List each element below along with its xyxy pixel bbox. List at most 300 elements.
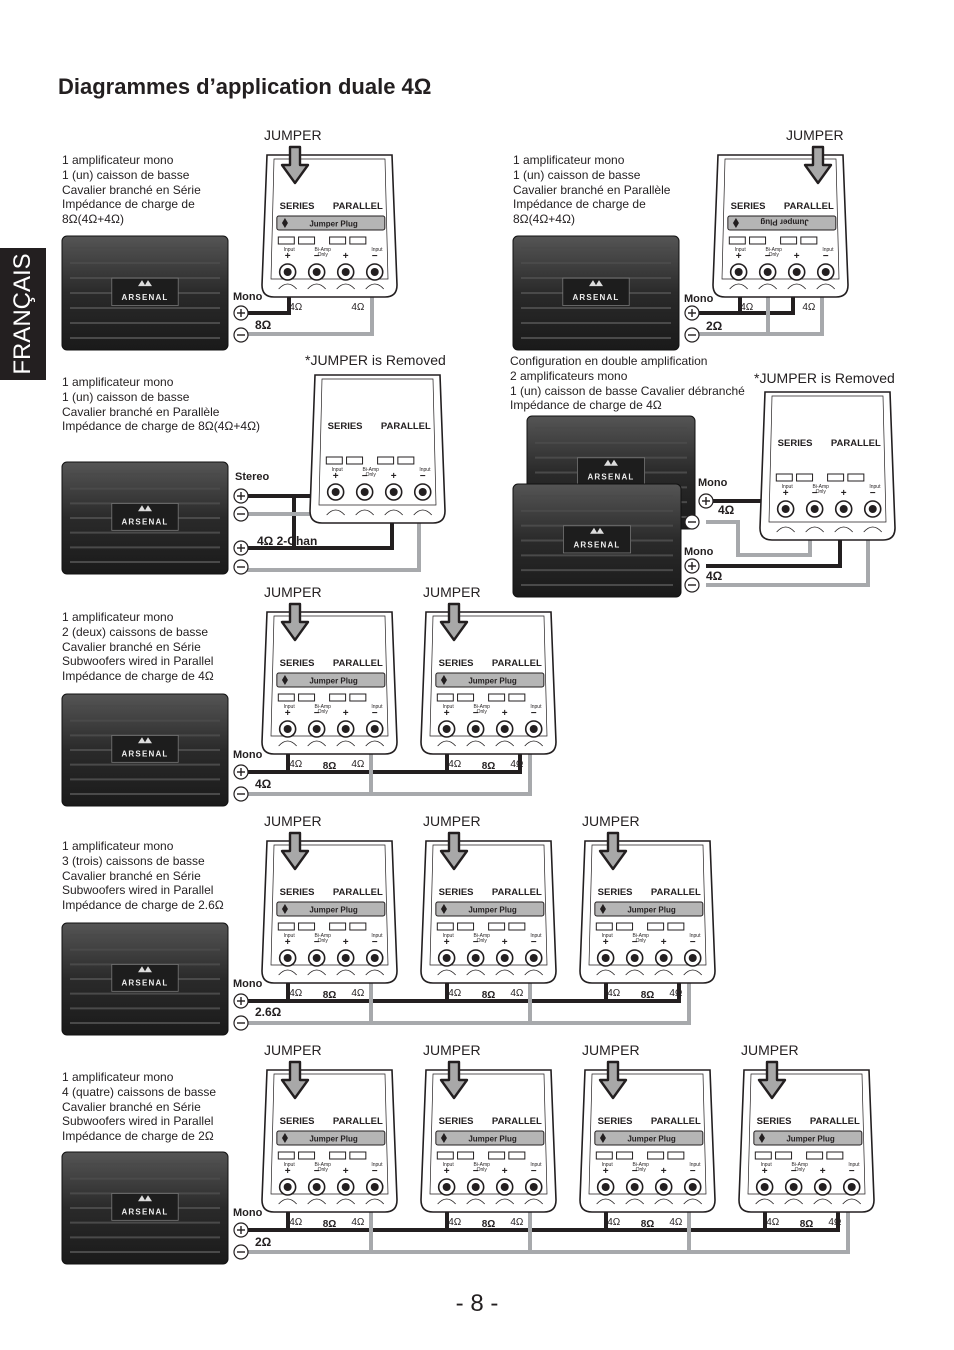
jumper-socket (776, 474, 792, 481)
binding-post-center (811, 505, 819, 513)
polarity-label: + (735, 251, 742, 262)
binding-post-center (869, 505, 877, 513)
input-label: Input (371, 704, 383, 710)
only-label: Only (768, 252, 779, 258)
diagram-description: 1 amplificateur mono 4 (quatre) caissons de basse Cavalier branché en Série Subwoofers wired in Parallel Impédance de charge de 2Ω (62, 1070, 217, 1144)
jumper-socket (458, 694, 474, 701)
polarity-label: − (822, 251, 829, 262)
mono-label: Mono (233, 1207, 263, 1219)
jumper-socket (648, 1152, 664, 1159)
jumper-socket (347, 457, 363, 464)
only-label: Only (476, 709, 487, 715)
polarity-label: + (342, 708, 349, 719)
binding-post-center (443, 1183, 451, 1191)
polarity-label: + (284, 708, 291, 719)
only-label: Only (317, 938, 328, 944)
jumper-plug-label: Jumper Plug (309, 1134, 358, 1144)
amplifier (62, 1152, 228, 1264)
input-label: Input (689, 1162, 701, 1168)
binding-post-center (332, 488, 340, 496)
binding-post-center (342, 725, 350, 733)
binding-post-center (501, 725, 509, 733)
parallel-label: PARALLEL (650, 887, 701, 898)
load-impedance: 8Ω (255, 318, 272, 332)
polarity-label: − (313, 1166, 320, 1177)
subwoofer-terminal-panel (262, 1070, 397, 1212)
polarity-label: − (689, 1166, 696, 1177)
coil-impedance: 4Ω (289, 988, 303, 999)
polarity-label: + (501, 1166, 508, 1177)
binding-post-center (840, 505, 848, 513)
jumper-label: JUMPER (264, 813, 322, 829)
polarity-label: + (782, 488, 789, 499)
input-label: Input (371, 247, 383, 253)
panel-outline (760, 392, 895, 540)
jumper-socket (489, 923, 505, 930)
brand-label: ARSENAL (587, 472, 635, 482)
polarity-label: + (501, 937, 508, 948)
load-impedance: 4Ω (706, 569, 723, 583)
jumper-removed-note: *JUMPER is Removed (305, 352, 446, 368)
coil-impedance: 4Ω (828, 1217, 842, 1228)
jumper-socket (729, 237, 745, 244)
sub-impedance: 8Ω (799, 1219, 814, 1230)
jumper-label: JUMPER (423, 1042, 481, 1058)
jumper-socket (776, 1152, 792, 1159)
series-label: SERIES (597, 887, 633, 898)
polarity-label: + (342, 937, 349, 948)
series-label: SERIES (730, 201, 766, 212)
diagram-description: 1 amplificateur mono 2 (deux) caissons de basse Cavalier branché en Série Subwoofers wired in Parallel Impédance de charge de 4Ω (62, 610, 214, 684)
polarity-label: − (472, 1166, 479, 1177)
only-label: Only (317, 1167, 328, 1173)
page-number: - 8 - (455, 1290, 499, 1317)
jumper-socket (299, 1152, 315, 1159)
diagram-description: 1 amplificateur mono 3 (trois) caissons de basse Cavalier branché en Série Subwoofers wired in Parallel Impédance de charge de 2.6Ω (62, 839, 224, 913)
jumper-removed-note: *JUMPER is Removed (754, 370, 895, 386)
parallel-label: PARALLEL (380, 421, 431, 432)
binding-post-center (472, 1183, 480, 1191)
jumper-socket (398, 457, 414, 464)
jumper-socket (350, 694, 366, 701)
polarity-label: − (371, 708, 378, 719)
bi-amp-label: Bi-Amp (314, 933, 331, 939)
coil-impedance: 4Ω (510, 759, 524, 770)
only-label: Only (365, 472, 376, 478)
binding-post-center (342, 1183, 350, 1191)
brand-label: ARSENAL (573, 540, 621, 550)
binding-post-center (313, 268, 321, 276)
polarity-label: − (371, 1166, 378, 1177)
jumper-socket (781, 237, 797, 244)
jumper-socket (278, 923, 294, 930)
coil-impedance: 4Ω (351, 1217, 365, 1228)
jumper-socket (828, 474, 844, 481)
polarity-label: + (443, 937, 450, 948)
coil-impedance: 4Ω (669, 988, 683, 999)
polarity-label: − (811, 488, 818, 499)
binding-post-center (848, 1183, 856, 1191)
polarity-label: − (790, 1166, 797, 1177)
coil-impedance: 4Ω (669, 1217, 683, 1228)
polarity-label: − (764, 251, 771, 262)
polarity-label: + (660, 1166, 667, 1177)
binding-post-center (793, 268, 801, 276)
bi-amp-label: Bi-Amp (314, 704, 331, 710)
bi-amp-label: Bi-Amp (765, 247, 782, 253)
binding-post-center (443, 725, 451, 733)
binding-post-center (284, 954, 292, 962)
binding-post-center (501, 1183, 509, 1191)
jumper-label: JUMPER (582, 813, 640, 829)
polarity-label: − (313, 708, 320, 719)
sub-impedance: 8Ω (322, 761, 337, 772)
parallel-label: PARALLEL (830, 438, 881, 449)
jumper-socket (458, 1152, 474, 1159)
bi-amp-label: Bi-Amp (473, 1162, 490, 1168)
polarity-label: + (443, 1166, 450, 1177)
input-label: Input (760, 1162, 772, 1168)
polarity-label: − (869, 488, 876, 499)
input-label: Input (419, 467, 431, 473)
jumper-label: JUMPER (741, 1042, 799, 1058)
binding-post-center (443, 954, 451, 962)
only-label: Only (317, 252, 328, 258)
amplifier (62, 694, 228, 806)
jumper-label: JUMPER (264, 584, 322, 600)
load-impedance: 2Ω (706, 319, 723, 333)
jumper-socket (827, 1152, 843, 1159)
coil-impedance: 4Ω (607, 1217, 621, 1228)
input-label: Input (371, 1162, 383, 1168)
series-label: SERIES (438, 658, 474, 669)
sub-impedance: 8Ω (322, 1219, 337, 1230)
binding-post-center (342, 954, 350, 962)
load-impedance: 4Ω (255, 777, 272, 791)
polarity-label: − (472, 937, 479, 948)
mono-label: Mono (698, 477, 728, 489)
binding-post-center (689, 1183, 697, 1191)
series-label: SERIES (327, 421, 363, 432)
coil-impedance: 4Ω (289, 1217, 303, 1228)
input-label: Input (848, 1162, 860, 1168)
series-label: SERIES (438, 1116, 474, 1127)
sub-impedance: 8Ω (640, 1219, 655, 1230)
jumper-socket (668, 923, 684, 930)
parallel-label: PARALLEL (650, 1116, 701, 1127)
jumper-socket (437, 1152, 453, 1159)
bi-amp-label: Bi-Amp (473, 704, 490, 710)
input-label: Input (371, 933, 383, 939)
binding-post-center (790, 1183, 798, 1191)
binding-post-center (419, 488, 427, 496)
binding-post-center (602, 1183, 610, 1191)
parallel-label: PARALLEL (491, 887, 542, 898)
bi-amp-label: Bi-Amp (632, 933, 649, 939)
jumper-socket (437, 694, 453, 701)
polarity-label: + (390, 471, 397, 482)
diagram-description: 1 amplificateur mono 1 (un) caisson de basse Cavalier branché en Série Impédance de charge de 8Ω(4Ω+4Ω) (62, 153, 201, 227)
amplifier (513, 236, 679, 350)
diagram-description: 1 amplificateur mono 1 (un) caisson de basse Cavalier branché en Parallèle Impédance de charge de 8Ω(4Ω+4Ω) (513, 153, 671, 227)
jumper-socket (807, 1152, 823, 1159)
bi-amp-label: Bi-Amp (314, 247, 331, 253)
polarity-label: + (840, 488, 847, 499)
sub-impedance: 8Ω (640, 990, 655, 1001)
polarity-label: − (631, 1166, 638, 1177)
subwoofer-terminal-panel (262, 841, 397, 983)
jumper-plug-label: Jumper Plug (627, 1134, 676, 1144)
binding-post-center (631, 954, 639, 962)
input-label: Input (734, 247, 746, 253)
load-impedance: 2.6Ω (255, 1005, 282, 1019)
binding-post-center (390, 488, 398, 496)
binding-post-center (284, 1183, 292, 1191)
page-title: Diagrammes d’application duale 4Ω (58, 74, 432, 99)
parallel-label: PARALLEL (332, 1116, 383, 1127)
polarity-label: + (443, 708, 450, 719)
jumper-socket (509, 1152, 525, 1159)
jumper-socket (797, 474, 813, 481)
jumper-plug-label: Jumper Plug (786, 1134, 835, 1144)
coil-impedance: 4Ω (510, 988, 524, 999)
load-impedance: 4Ω (718, 503, 735, 517)
jumper-socket (330, 923, 346, 930)
jumper-socket (617, 923, 633, 930)
jumper-label: JUMPER (582, 1042, 640, 1058)
series-label: SERIES (777, 438, 813, 449)
jumper-socket (489, 1152, 505, 1159)
jumper-plug-label: Jumper Plug (309, 676, 358, 686)
sub-impedance: 8Ω (481, 761, 496, 772)
sub-impedance: 8Ω (481, 990, 496, 1001)
jumper-socket (617, 1152, 633, 1159)
binding-post-center (313, 1183, 321, 1191)
parallel-label: PARALLEL (491, 658, 542, 669)
polarity-label: + (342, 1166, 349, 1177)
coil-impedance: 4Ω (448, 1217, 462, 1228)
subwoofer-terminal-panel (310, 375, 445, 523)
polarity-label: + (332, 471, 339, 482)
polarity-label: + (819, 1166, 826, 1177)
input-label: Input (601, 933, 613, 939)
jumper-plug-label: Jumper Plug (627, 905, 676, 915)
jumper-label: JUMPER (423, 584, 481, 600)
parallel-label: PARALLEL (809, 1116, 860, 1127)
load-impedance: 2Ω (255, 1235, 272, 1249)
coil-impedance: 4Ω (351, 302, 365, 313)
input-label: Input (530, 704, 542, 710)
polarity-label: + (602, 937, 609, 948)
input-label: Input (530, 1162, 542, 1168)
brand-label: ARSENAL (572, 292, 620, 302)
polarity-label: − (631, 937, 638, 948)
jumper-label: JUMPER (264, 1042, 322, 1058)
series-label: SERIES (279, 658, 315, 669)
panel-outline (310, 375, 445, 523)
binding-post-center (371, 725, 379, 733)
mono-label: Mono (233, 749, 263, 761)
polarity-label: − (419, 471, 426, 482)
coil-impedance: 4Ω (607, 988, 621, 999)
input-label: Input (283, 247, 295, 253)
jumper-socket (848, 474, 864, 481)
parallel-label: PARALLEL (783, 201, 834, 212)
sub-impedance: 8Ω (481, 1219, 496, 1230)
input-label: Input (283, 1162, 295, 1168)
binding-post-center (342, 268, 350, 276)
jumper-plug-label: Jumper Plug (468, 676, 517, 686)
mono-label: Mono (233, 978, 263, 990)
polarity-label: + (501, 708, 508, 719)
polarity-label: − (530, 937, 537, 948)
input-label: Input (822, 247, 834, 253)
binding-post-center (660, 1183, 668, 1191)
binding-post-center (472, 725, 480, 733)
coil-impedance: 4Ω (766, 1217, 780, 1228)
jumper-socket (437, 923, 453, 930)
brand-label: ARSENAL (121, 978, 169, 988)
binding-post-center (472, 954, 480, 962)
parallel-label: PARALLEL (332, 887, 383, 898)
jumper-socket (489, 694, 505, 701)
jumper-plug-label: Jumper Plug (468, 905, 517, 915)
polarity-label: − (371, 251, 378, 262)
only-label: Only (317, 709, 328, 715)
jumper-socket (596, 1152, 612, 1159)
input-label: Input (331, 467, 343, 473)
input-label: Input (442, 933, 454, 939)
binding-post-center (631, 1183, 639, 1191)
subwoofer-terminal-panel (580, 841, 715, 983)
binding-post-center (371, 268, 379, 276)
jumper-socket (458, 923, 474, 930)
polarity-label: + (284, 937, 291, 948)
subwoofer-terminal-panel (421, 1070, 556, 1212)
jumper-label: JUMPER (264, 127, 322, 143)
jumper-plug-label: Jumper Plug (309, 219, 358, 229)
bi-amp-label: Bi-Amp (791, 1162, 808, 1168)
amplifier (62, 236, 228, 350)
coil-impedance: 4Ω (510, 1217, 524, 1228)
jumper-plug-label: Jumper Plug (760, 217, 809, 227)
jumper-plug-label: Jumper Plug (468, 1134, 517, 1144)
coil-impedance: 4Ω (351, 988, 365, 999)
jumper-socket (278, 237, 294, 244)
jumper-socket (801, 237, 817, 244)
binding-post-center (602, 954, 610, 962)
binding-post-center (284, 268, 292, 276)
series-label: SERIES (279, 1116, 315, 1127)
series-label: SERIES (279, 201, 315, 212)
amplifier (513, 484, 681, 597)
jumper-socket (350, 237, 366, 244)
binding-post-center (660, 954, 668, 962)
coil-impedance: 4Ω (802, 302, 816, 313)
brand-label: ARSENAL (121, 1207, 169, 1217)
jumper-socket (278, 1152, 294, 1159)
jumper-socket (330, 237, 346, 244)
coil-impedance: 4Ω (351, 759, 365, 770)
binding-post-center (782, 505, 790, 513)
jumper-socket (326, 457, 342, 464)
diagram-description: 1 amplificateur mono 1 (un) caisson de basse Cavalier branché en Parallèle Impédance de charge de 8Ω(4Ω+4Ω) (62, 375, 261, 434)
bi-amp-label: Bi-Amp (473, 933, 490, 939)
negative-wire (706, 540, 868, 585)
binding-post-center (371, 1183, 379, 1191)
binding-post-center (284, 725, 292, 733)
jumper-socket (596, 923, 612, 930)
load-impedance: 4Ω 2-Chan (257, 534, 318, 548)
polarity-label: − (848, 1166, 855, 1177)
binding-post-center (819, 1183, 827, 1191)
jumper-plug-label: Jumper Plug (309, 905, 358, 915)
jumper-socket (750, 237, 766, 244)
polarity-label: − (689, 937, 696, 948)
parallel-label: PARALLEL (332, 658, 383, 669)
mono-label: Mono (684, 546, 714, 558)
polarity-label: + (284, 251, 291, 262)
brand-label: ARSENAL (121, 749, 169, 759)
only-label: Only (635, 938, 646, 944)
subwoofer-terminal-panel (421, 841, 556, 983)
polarity-label: + (342, 251, 349, 262)
binding-post-center (735, 268, 743, 276)
series-label: SERIES (438, 887, 474, 898)
coil-impedance: 4Ω (289, 302, 303, 313)
brand-label: ARSENAL (121, 517, 169, 527)
binding-post-center (530, 725, 538, 733)
bi-amp-label: Bi-Amp (314, 1162, 331, 1168)
jumper-socket (509, 923, 525, 930)
binding-post-center (313, 725, 321, 733)
parallel-label: PARALLEL (491, 1116, 542, 1127)
binding-post-center (530, 1183, 538, 1191)
coil-impedance: 4Ω (740, 302, 754, 313)
amplifier (62, 462, 228, 574)
polarity-label: − (371, 937, 378, 948)
binding-post-center (530, 954, 538, 962)
binding-post-center (761, 1183, 769, 1191)
binding-post-center (822, 268, 830, 276)
mono-label: Mono (684, 293, 714, 305)
polarity-label: − (313, 937, 320, 948)
subwoofer-terminal-panel (713, 155, 848, 297)
bi-amp-label: Bi-Amp (812, 484, 829, 490)
jumper-socket (299, 923, 315, 930)
diagram-description: Configuration en double amplification 2 amplificateurs mono 1 (un) caisson de basse Cavalier débranché Impédance de charge de 4Ω (510, 354, 745, 413)
jumper-label: JUMPER (423, 813, 481, 829)
bi-amp-label: Bi-Amp (362, 467, 379, 473)
polarity-label: − (472, 708, 479, 719)
brand-label: ARSENAL (121, 292, 169, 302)
input-label: Input (283, 704, 295, 710)
series-label: SERIES (279, 887, 315, 898)
jumper-socket (350, 923, 366, 930)
polarity-label: + (761, 1166, 768, 1177)
jumper-socket (350, 1152, 366, 1159)
jumper-socket (668, 1152, 684, 1159)
mono-label: Mono (233, 291, 263, 303)
input-label: Input (869, 484, 881, 490)
jumper-socket (330, 694, 346, 701)
input-label: Input (689, 933, 701, 939)
input-label: Input (781, 484, 793, 490)
subwoofer-terminal-panel (580, 1070, 715, 1212)
jumper-socket (648, 923, 664, 930)
input-label: Input (442, 1162, 454, 1168)
subwoofer-terminal-panel (262, 612, 397, 754)
